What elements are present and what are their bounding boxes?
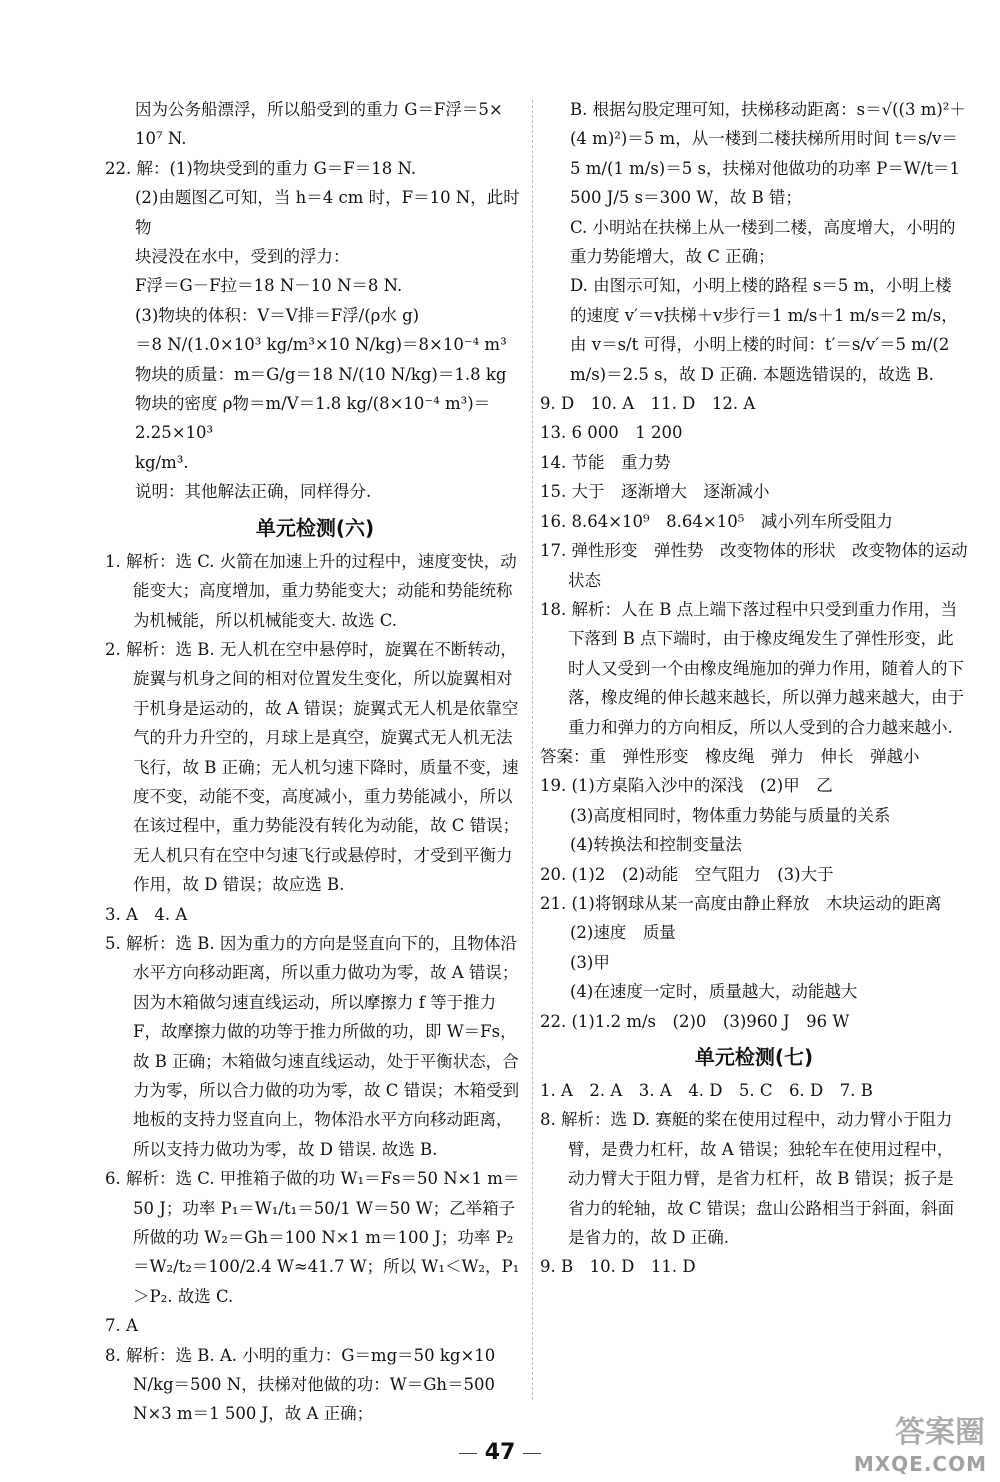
section-title: 单元检测(七) [694,1045,814,1069]
answer-line: 14. 节能 重力势 [540,452,671,472]
answer-line: F浮＝G－F拉＝18 N－10 N＝8 N. [135,276,403,296]
left-column [105,95,525,1429]
answer-line: D. 由图示可知，小明上楼的路程 s＝5 m，小明上楼的速度 v′＝v扶梯＋v步行＝1 m/s＋1 m/s＝2 m/s， [570,276,958,325]
answer-line: (3)物块的体积：V＝V排＝F浮/(ρ水 g) [135,305,420,325]
watermark-logo-text: 答案圈 [895,1415,985,1450]
answer-line: (3)甲 [570,952,610,972]
answer-line: 20. (1)2 (2)动能 空气阻力 (3)大于 [540,864,834,884]
page-number-left-dash [459,1453,477,1454]
answer-line: 9. B 10. D 11. D [540,1257,696,1277]
answer-line: 7. A [105,1316,138,1336]
page-number-text: 47 [484,1440,516,1465]
answer-line: 8. 解析：选 D. 赛艇的桨在使用过程中，动力臂小于阻力臂，是费力杠杆，故 A 错误；独轮车在使用过程中，动力臂大于阻力臂，是省力杠杆，故 B 错误；扳子是省力的轮轴，故 C 错误；盘山公路相当于斜面，斜面是省力的，故 D 正确. [540,1110,955,1248]
answer-line: 21. (1)将钢球从某一高度由静止释放 木块运动的距离 [540,893,942,913]
page-number-right-dash [523,1453,541,1454]
answer-line: (2)速度 质量 [570,923,676,943]
answer-line: 8. 解析：选 B. A. 小明的重力：G＝mg＝50 kg×10 N/kg＝500 N，扶梯对他做的功：W＝Gh＝500 N×3 m＝1 500 J，故 A 正确； [105,1345,496,1424]
answer-line: 1. 解析：选 C. 火箭在加速上升的过程中，速度变快，动能变大；高度增加，重力势能变大；动能和势能统称为机械能，所以机械能变大. 故选 C. [105,551,517,630]
answer-line: B. 根据勾股定理可知，扶梯移动距离：s＝√((3 m)²＋(4 m)²)＝5 m，从一楼到二楼扶梯所用时间 t＝s/v＝5 m/(1 m/s)＝5 s，扶梯对他做功的功率 P＝W/t＝1 500 J/5 s＝300 W，故 B 错； [570,100,966,208]
answer-line: 6. 解析：选 C. 甲推箱子做的功 W₁＝Fs＝50 N×1 m＝50 J；功率 P₁＝W₁/t₁＝50/1 W＝50 W；乙举箱子所做的功 W₂＝Gh＝100 N×1 m＝100 J；功率 P₂＝W₂/t₂＝100/2.4 W≈41.7 W；所以 W₁＜W₂，P₁＞P₂. 故选 C. [105,1169,520,1306]
answer-line: ＝8 N/(1.0×10³ kg/m³×10 N/kg)＝8×10⁻⁴ m³ [135,335,507,355]
answer-line: 10⁷ N. [135,129,187,149]
answer-line: 9. D 10. A 11. D 12. A [540,394,756,414]
answer-line: 22. (1)1.2 m/s (2)0 (3)960 J 96 W [540,1011,850,1031]
answer-line: 2. 解析：选 B. 无人机在空中悬停时，旋翼在不断转动，旋翼与机身之间的相对位置发生变化，所以旋翼相对于机身是运动的，故 A 错误；旋翼式无人机是依靠空气的升力升空的，月球上是真空，旋翼式无人机无法飞行，故 B 正确；无人机匀速下降时，质量不变，速度不变，动能不变，高度减小，重力势能减小，所以在该过程中，重力势能没有转化为动能，故 C 错误；无人机只有在空中匀速飞行或悬停时，才受到平衡力作用，故 D 错误；故应选 B. [105,639,520,895]
column-divider [532,100,533,1400]
answer-line: 19. (1)方桌陷入沙中的深浅 (2)甲 乙 [540,776,833,796]
answer-line: kg/m³. [135,452,189,472]
answer-line: C. 小明站在扶梯上从一楼到二楼，高度增大，小明的重力势能增大，故 C 正确； [570,217,956,267]
answer-line: 说明：其他解法正确，同样得分. [135,482,372,502]
answer-line: 1. A 2. A 3. A 4. D 5. C 6. D 7. B [540,1081,873,1100]
answer-line: 15. 大于 逐渐增大 逐渐减小 [540,482,770,502]
answer-line: 物块的密度 ρ物＝m/V＝1.8 kg/(8×10⁻⁴ m³)＝2.25×10³ [135,394,491,443]
answer-line: 17. 弹性形变 弹性势 改变物体的形状 改变物体的运动状态 [540,541,968,590]
answer-line: 答案：重 弹性形变 橡皮绳 弹力 伸长 弹越小 [540,746,920,766]
answer-line: (4)在速度一定时，质量越大，动能越大 [570,982,858,1002]
answer-line: 18. 解析：人在 B 点上端下落过程中只受到重力作用，当下落到 B 点下端时，由于橡皮绳发生了弹性形变，此时人又受到一个由橡皮绳施加的弹力作用，随着人的下落，橡皮绳的伸长越来越长，所以弹力越来越大，由于重力和弹力的方向相反，所以人受到的合力越来越小. [540,599,964,737]
answer-line: 22. 解：(1)物块受到的重力 G＝F＝18 N. [105,158,417,178]
answer-line: 3. A 4. A [105,904,188,924]
answer-line: 5. 解析：选 B. 因为重力的方向是竖直向下的，且物体沿水平方向移动距离，所以重力做功为零，故 A 错误；因为木箱做匀速直线运动，所以摩擦力 f 等于推力 F，故摩擦力做的功等于推力所做的功，即 W＝Fs，故 B 正确；木箱做匀速直线运动，处于平衡状态，合力为零，所以合力做的功为零，故 C 错误；木箱受到地板的支持力竖直向上，物体沿水平方向移动距离，所以支持力做功为零，故 D 错误. 故选 B. [105,933,520,1159]
answer-line: 16. 8.64×10⁹ 8.64×10⁵ 减小列车所受阻力 [540,511,893,531]
answer-line: (4)转换法和控制变量法 [570,835,742,855]
answer-line: 13. 6 000 1 200 [540,423,683,443]
answer-line: (2)由题图乙可知，当 h＝4 cm 时，F＝10 N，此时物 [135,188,520,237]
section-title: 单元检测(六) [255,515,375,540]
answer-line: 块浸没在水中，受到的浮力： [135,247,350,267]
answer-line: 由 v＝s/t 可得，小明上楼的时间：t′＝s/v′＝5 m/(2 m/s)＝2.5 s，故 D 正确. 本题选错误的，故选 B. [570,335,950,384]
answer-line: (3)高度相同时，物体重力势能与质量的关系 [570,805,891,825]
right-column [540,95,968,1282]
watermark-logo [845,1405,995,1480]
answer-line: 物块的质量：m＝G/g＝18 N/(10 N/kg)＝1.8 kg [135,364,507,384]
answer-line: 因为公务船漂浮，所以船受到的重力 G＝F浮＝5× [135,100,503,119]
watermark-site-text: MXQE.COM [853,1452,987,1476]
